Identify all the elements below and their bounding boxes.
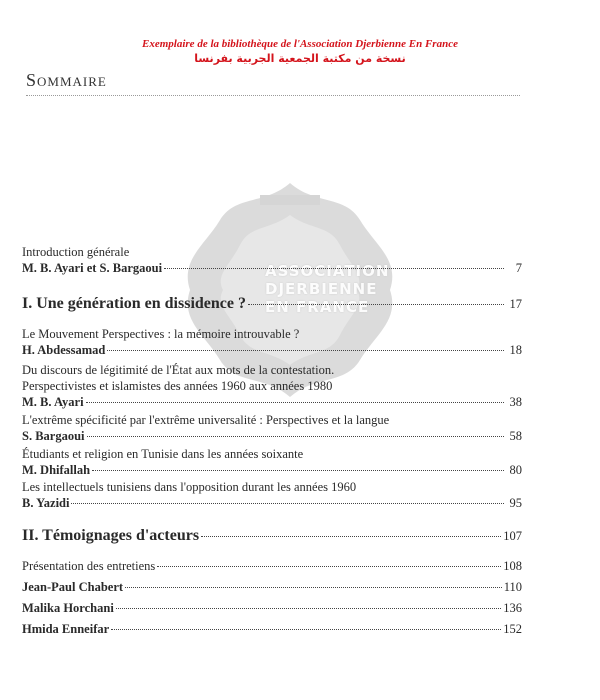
toc-page-number: 38	[509, 395, 522, 409]
toc-entry	[22, 479, 522, 511]
toc-entry	[22, 326, 522, 358]
toc-page-number: 152	[503, 622, 522, 636]
toc-entry-author: M. B. Ayari	[22, 395, 84, 409]
section-title: I. Une génération en dissidence ?	[22, 295, 246, 312]
dot-leader	[164, 268, 504, 269]
dot-leader	[157, 566, 501, 567]
toc-entry-author: B. Yazidi	[22, 496, 70, 510]
dot-leader	[116, 608, 501, 609]
toc-section-2-heading	[22, 526, 522, 546]
toc-page-number: 107	[503, 529, 522, 543]
toc-entry	[22, 446, 522, 478]
toc-page-number: 95	[509, 496, 522, 510]
toc-page-number: 58	[509, 429, 522, 443]
toc-entry	[22, 579, 522, 595]
toc-section-1-heading	[22, 294, 522, 314]
toc-entry	[22, 621, 522, 637]
toc-entry-author: Hmida Enneifar	[22, 622, 110, 636]
dot-leader	[92, 470, 504, 471]
dot-leader	[248, 304, 504, 305]
toc-entry	[22, 558, 522, 574]
toc-entry-title: Étudiants et religion en Tunisie dans les années soixante	[22, 447, 304, 461]
toc-entry-author: Malika Horchani	[22, 601, 114, 615]
toc-entry-title: L'extrême spécificité par l'extrême universalité : Perspectives et la langue	[22, 413, 390, 427]
toc-page-number: 18	[509, 343, 522, 357]
dot-leader	[87, 436, 504, 437]
toc-page-number: 110	[503, 580, 522, 594]
toc-entry	[22, 362, 522, 410]
library-stamp-arabic: نسخة من مكتبة الجمعية الجربية بفرنسا	[194, 52, 406, 65]
toc-page-number: 17	[509, 297, 522, 311]
toc-entry-title: Le Mouvement Perspectives : la mémoire introuvable ?	[22, 327, 300, 341]
toc-entry	[22, 600, 522, 616]
watermark-text: ASSOCIATION DJERBIENNE EN FRANCE	[265, 262, 390, 316]
toc-entry	[22, 412, 522, 444]
toc-entry-author: M. Dhifallah	[22, 463, 91, 477]
section-title: II. Témoignages d'acteurs	[22, 527, 200, 544]
toc-entry-title: Perspectivistes et islamistes des années 1960 aux années 1980	[22, 379, 333, 393]
title-divider	[26, 95, 520, 96]
toc-entry-line	[22, 260, 522, 276]
toc-page-number: 80	[509, 463, 522, 477]
dot-leader	[86, 402, 504, 403]
dot-leader	[201, 536, 501, 537]
library-stamp-french: Exemplaire de la bibliothèque de l'Association Djerbienne En France	[142, 38, 458, 50]
toc-page-number: 108	[503, 559, 522, 573]
toc-entry-title: Présentation des entretiens	[22, 559, 156, 573]
dot-leader	[125, 587, 502, 588]
toc-entry-title: Introduction générale	[22, 245, 130, 259]
toc-entry-author: M. B. Ayari et S. Bargaoui	[22, 261, 163, 275]
dot-leader	[111, 629, 501, 630]
toc-entry-author: Jean-Paul Chabert	[22, 580, 124, 594]
page-title: Sommaire	[26, 70, 107, 90]
toc-entry-author: H. Abdessamad	[22, 343, 106, 357]
dot-leader	[107, 350, 504, 351]
toc-page-number: 136	[503, 601, 522, 615]
dot-leader	[71, 503, 504, 504]
toc-entry-title: Du discours de légitimité de l'État aux mots de la contestation.	[22, 363, 335, 377]
toc-intro	[22, 244, 522, 276]
toc-entry-title: Les intellectuels tunisiens dans l'opposition durant les années 1960	[22, 480, 357, 494]
toc-entry-author: S. Bargaoui	[22, 429, 85, 443]
toc-page-number: 7	[515, 261, 522, 275]
